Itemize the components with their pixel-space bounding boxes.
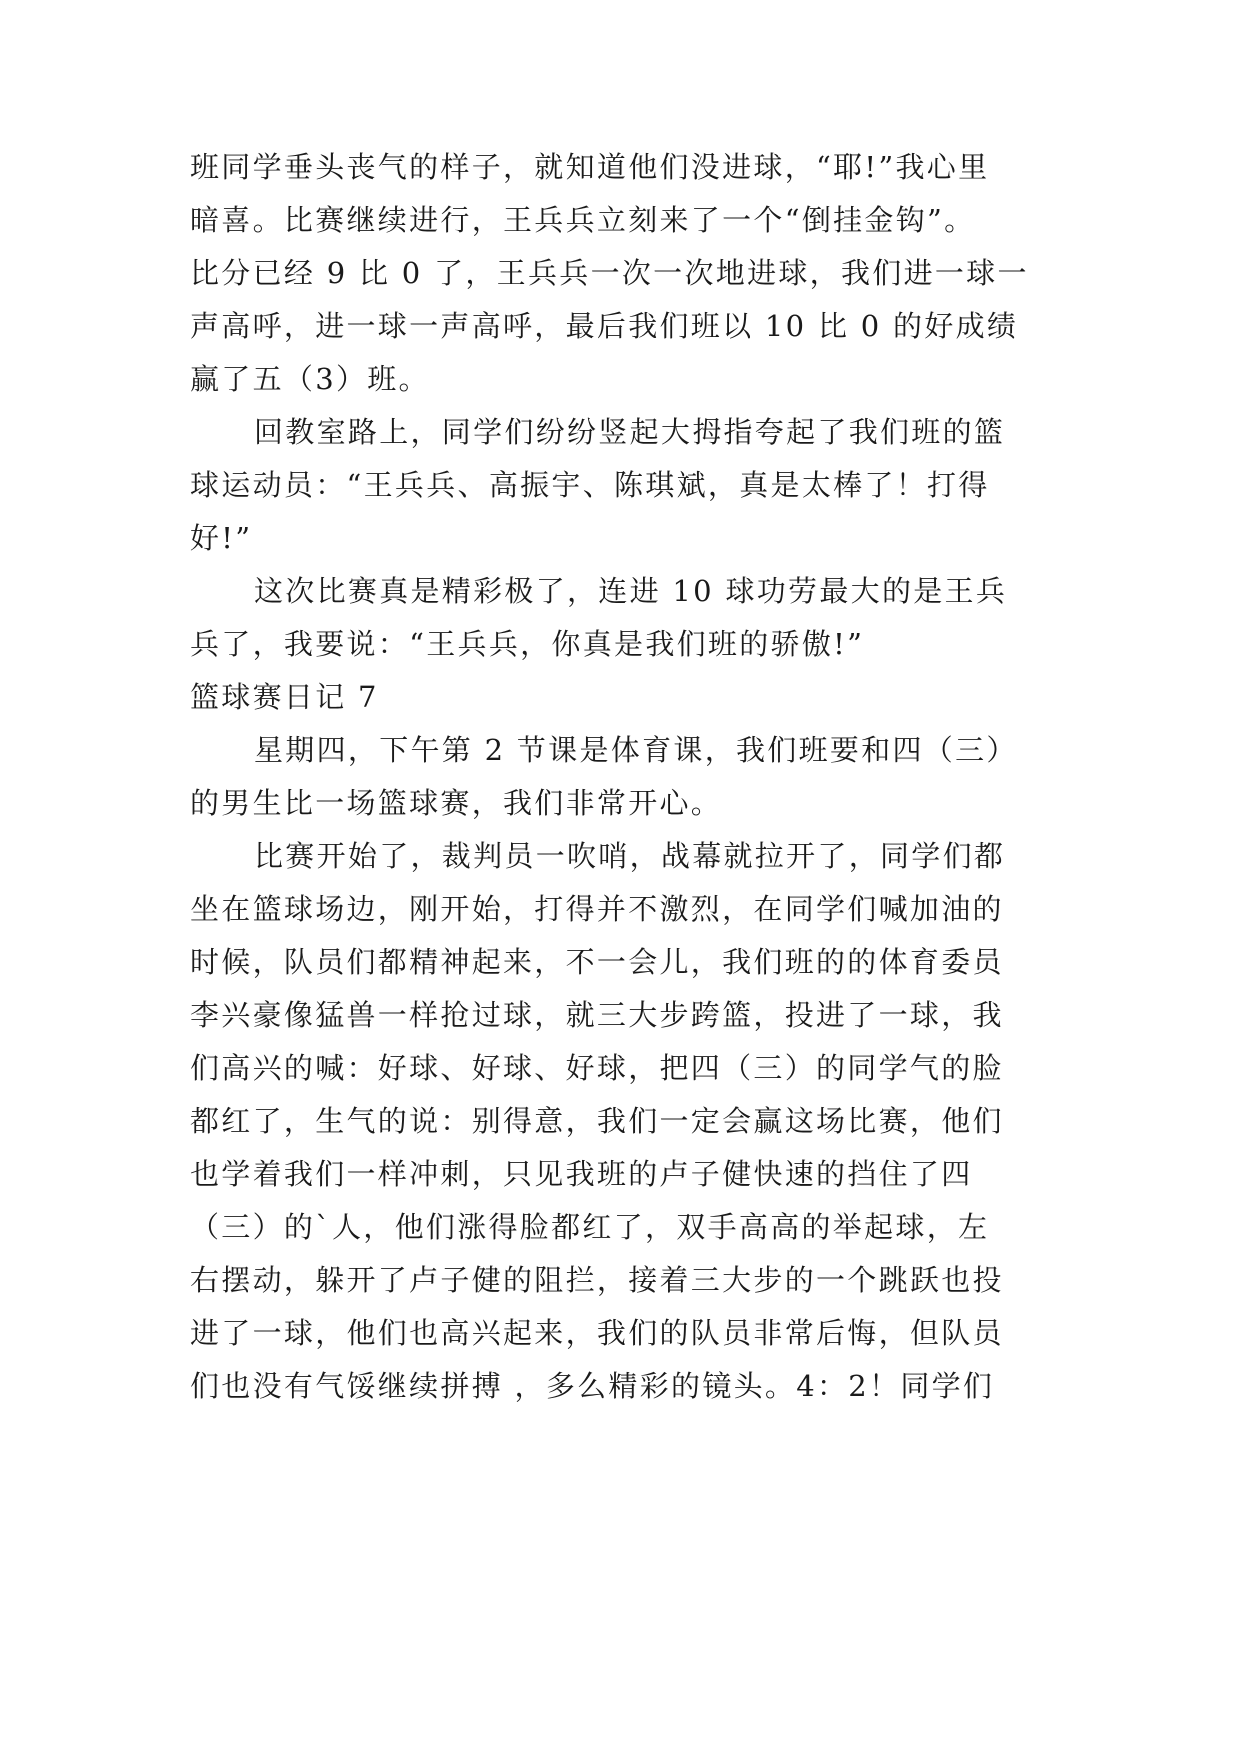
text-line: 回教室路上，同学们纷纷竖起大拇指夸起了我们班的篮: [254, 415, 1006, 449]
text-line: 右摆动，躲开了卢子健的阻拦，接着三大步的一个跳跃也投: [190, 1263, 1004, 1297]
text-line: 这次比赛真是精彩极了，连进 10 球功劳最大的是王兵: [254, 574, 1008, 608]
text-line: 比赛开始了，裁判员一吹哨，战幕就拉开了，同学们都: [254, 839, 1006, 873]
text-line: 时候，队员们都精神起来，不一会儿，我们班的的体育委员: [190, 945, 1004, 979]
text-line: 兵了，我要说：“王兵兵，你真是我们班的骄傲!”: [190, 627, 865, 661]
text-line: 也学着我们一样冲刺，只见我班的卢子健快速的挡住了四: [190, 1157, 973, 1191]
text-line: 好!”: [190, 521, 253, 555]
text-line: 李兴豪像猛兽一样抢过球，就三大步跨篮，投进了一球，我: [190, 998, 1004, 1032]
text-line: 赢了五（3）班。: [190, 362, 430, 396]
text-line: 星期四，下午第 2 节课是体育课，我们班要和四（三）: [254, 733, 1018, 767]
text-line: 都红了，生气的说：别得意，我们一定会赢这场比赛，他们: [190, 1104, 1004, 1138]
text-line: 球运动员：“王兵兵、高振宇、陈琪斌，真是太棒了！打得: [190, 468, 990, 502]
text-line: 的男生比一场篮球赛，我们非常开心。: [190, 786, 723, 820]
text-line: 们高兴的喊：好球、好球、好球，把四（三）的同学气的脸: [190, 1051, 1004, 1085]
text-line: （三）的`人，他们涨得脸都红了，双手高高的举起球，左: [190, 1210, 990, 1244]
text-line: 坐在篮球场边，刚开始，打得并不激烈，在同学们喊加油的: [190, 892, 1004, 926]
text-line: 暗喜。比赛继续进行，王兵兵立刻来了一个“倒挂金钩”。: [190, 203, 976, 237]
text-line: 声高呼，进一球一声高呼，最后我们班以 10 比 0 的好成绩: [190, 309, 1019, 343]
text-line: 比分已经 9 比 0 了，王兵兵一次一次地进球，我们进一球一: [190, 256, 1029, 290]
section-heading: 篮球赛日记 7: [190, 680, 379, 714]
text-line: 班同学垂头丧气的样子，就知道他们没进球，“耶!”我心里: [190, 150, 990, 184]
text-line: 进了一球，他们也高兴起来，我们的队员非常后悔，但队员: [190, 1316, 1004, 1350]
text-line: 们也没有气馁继续拼搏 ，多么精彩的镜头。4：2！同学们: [190, 1369, 995, 1403]
